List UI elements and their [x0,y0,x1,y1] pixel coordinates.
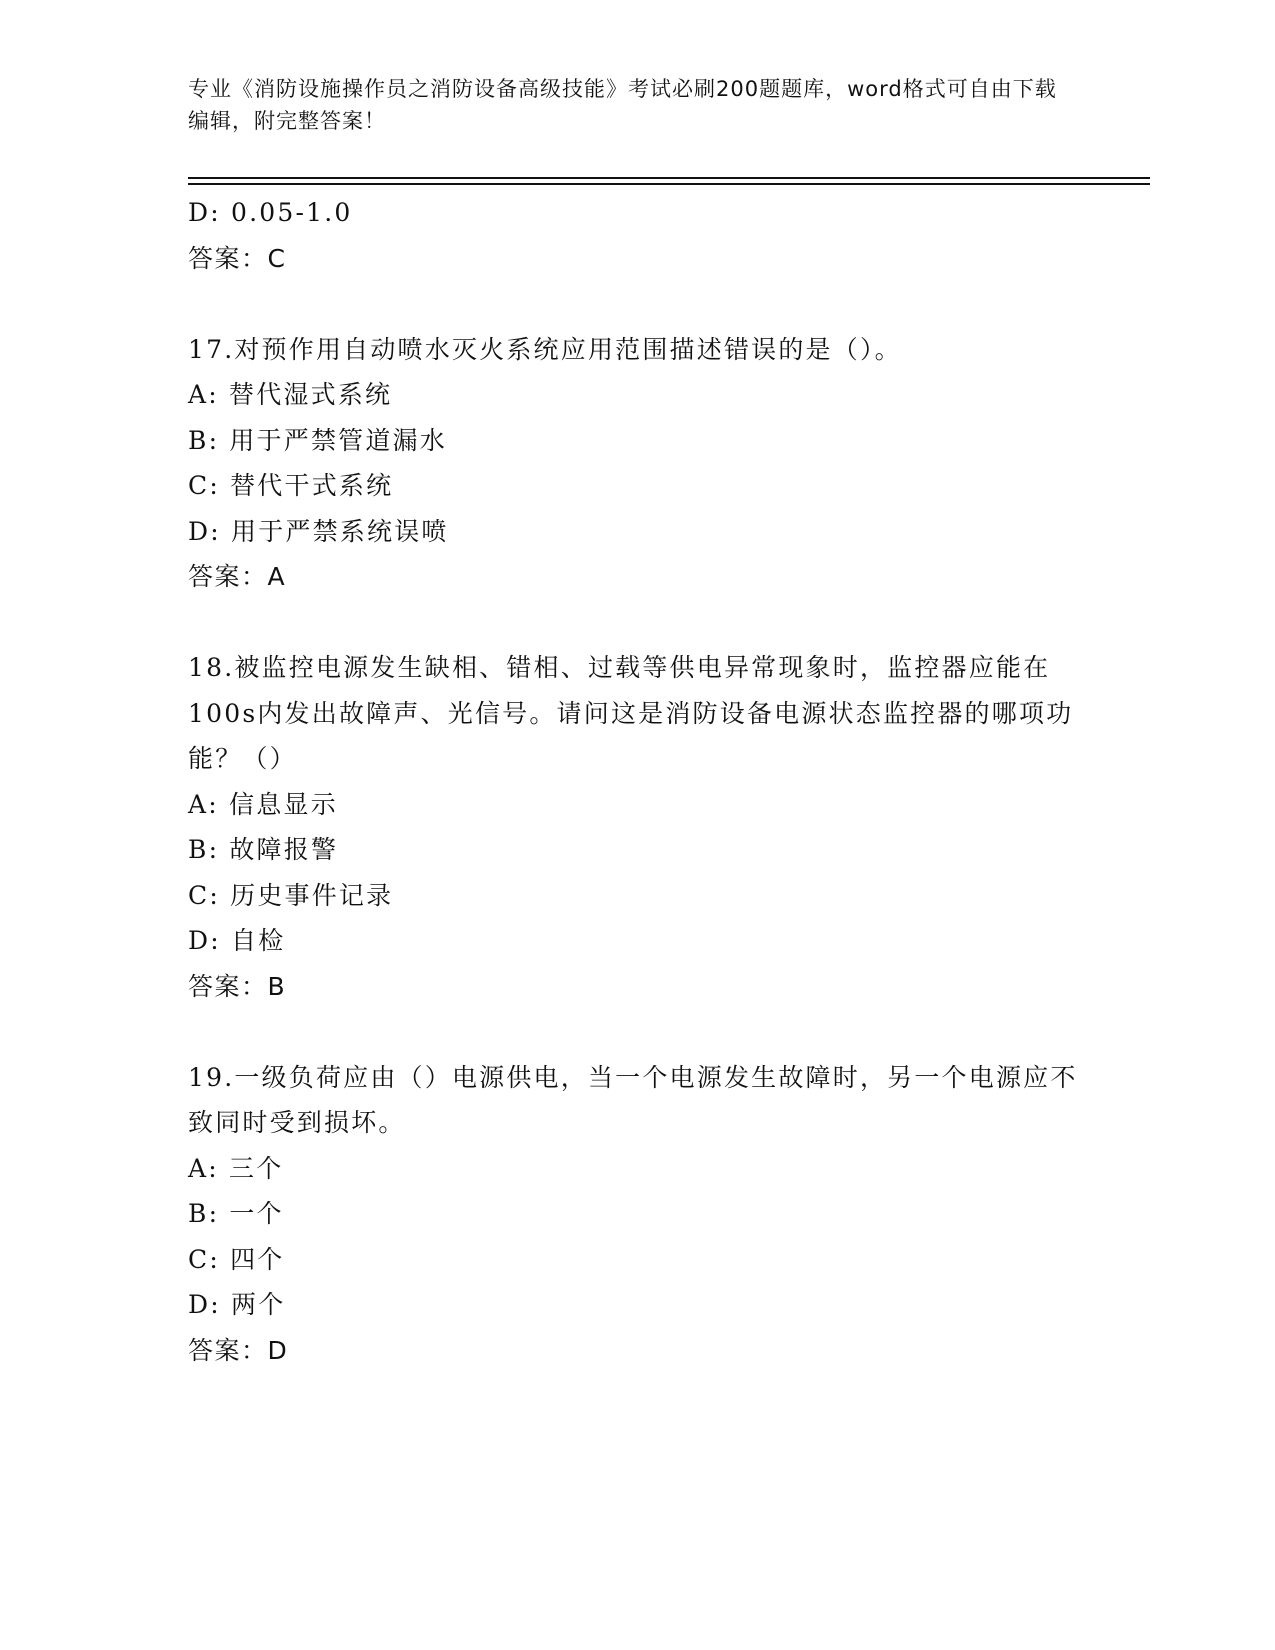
option-a: A: 信息显示 [188,789,338,819]
question-content [188,190,1088,1373]
answer-line: 答案：A [188,562,287,591]
question-text: 18.被监控电源发生缺相、错相、过载等供电异常现象时，监控器应能在100s内发出故障声、光信号。请问这是消防设备电源状态监控器的哪项功能？（） [188,653,1074,773]
option-c: C: 四个 [188,1244,285,1274]
spacer [188,1009,1088,1055]
spacer [188,600,1088,646]
option-d: D: 两个 [188,1290,286,1319]
header-rule-bottom [188,183,1150,185]
option-a: A: 三个 [188,1153,284,1183]
question-text: 17.对预作用自动喷水灭火系统应用范围描述错误的是（）。 [188,334,902,364]
option-b: B: 故障报警 [188,835,339,864]
answer-line: 答案：D [188,1335,289,1365]
question-block [188,327,1088,600]
option-d: D: 用于严禁系统误喷 [188,516,449,546]
page-header-title: 专业《消防设施操作员之消防设备高级技能》考试必刷200题题库，word格式可自由下载编辑，附完整答案！ [188,77,1057,133]
header-rule-top [188,177,1150,179]
option-d: D: 自检 [188,926,286,955]
option-b: B: 用于严禁管道漏水 [188,425,447,455]
question-text: 19.一级负荷应由（）电源供电，当一个电源发生故障时，另一个电源应不致同时受到损坏。 [188,1062,1078,1137]
option-c: C: 替代干式系统 [188,471,394,500]
spacer [188,281,1088,327]
question-block [188,1055,1088,1374]
question-block [188,645,1088,1009]
option-b: B: 一个 [188,1199,284,1228]
option-d: D: 0.05-1.0 [188,198,353,227]
option-a: A: 替代湿式系统 [188,380,393,409]
answer-line: 答案：B [188,971,287,1001]
answer-line: 答案：C [188,243,287,273]
option-c: C: 历史事件记录 [188,880,394,910]
